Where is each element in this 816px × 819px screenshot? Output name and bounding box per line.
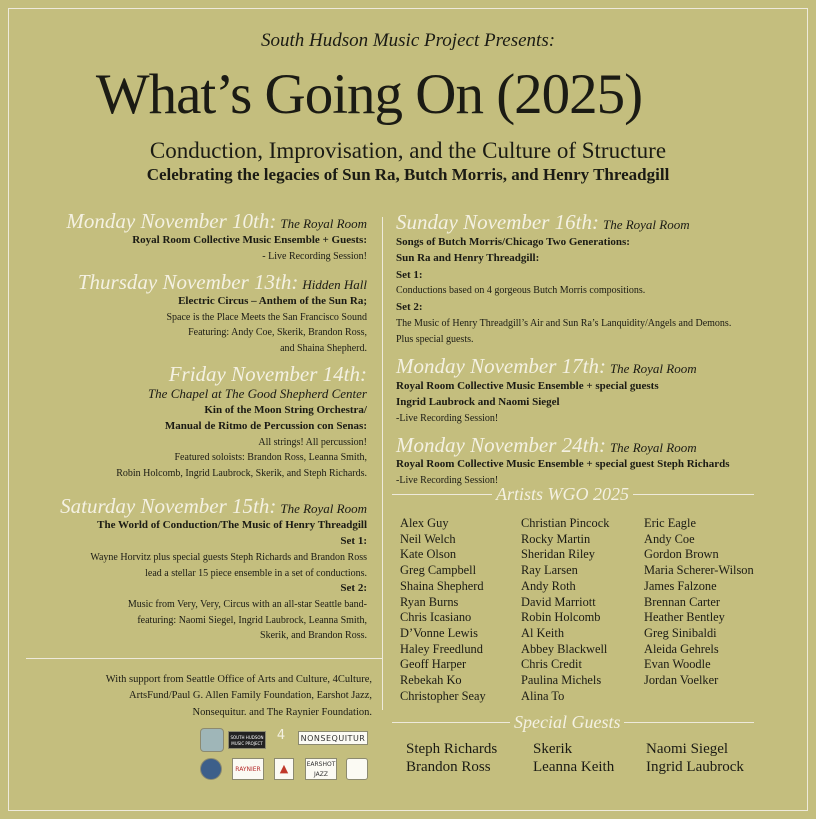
heading-rule [392,722,510,723]
event-detail: -Live Recording Session! [396,474,499,486]
set-label: Set 2: [396,301,423,314]
event-venue: The Royal Room [609,360,697,376]
artist-name: Kate Olson [400,547,457,562]
event-detail: featuring: Naomi Siegel, Ingrid Laubrock, Leanna Smith, [137,614,367,626]
guest-name: Naomi Siegel [646,741,729,757]
event-title: Royal Room Collective Music Ensemble + special guests [396,379,659,392]
event-title: Royal Room Collective Music Ensemble + Guests: [132,233,367,246]
support-line: Nonsequitur. and The Raynier Foundation. [192,706,372,718]
artists-column [521,516,644,704]
artist-name: Chris Credit [521,657,582,672]
artist-name: Paulina Michels [521,673,602,688]
support-divider [26,658,382,659]
event-title: The World of Conduction/The Music of Henry Threadgill [97,519,367,532]
artist-name: Alex Guy [400,516,449,530]
event-venue: Hidden Hall [302,277,367,293]
artist-name: Christopher Seay [400,688,486,703]
event-title: Electric Circus – Anthem of the Sun Ra; [178,295,367,308]
event-detail: All strings! All percussion! [258,436,367,448]
artist-name: Heather Bentley [644,610,725,625]
event-date: Monday November 10th: [66,209,277,233]
set-label: Set 2: [340,582,367,595]
heading-rule [392,494,492,495]
event-date: Sunday November 16th: [396,210,599,234]
artist-name: Chris Icasiano [400,610,472,625]
artists-heading-text: Artists WGO 2025 [496,484,630,504]
artist-name: Ryan Burns [400,594,459,609]
4culture-logo: 4 [276,728,286,743]
artist-name: David Marriott [521,594,596,609]
seattle-arts-logo [200,758,222,780]
artist-name: Eric Eagle [644,516,696,530]
guests-column [533,740,646,776]
presents-line: South Hudson Music Project Presents: [260,30,556,51]
artists-column [644,516,800,704]
artsfund-logo: ▲ [274,758,294,780]
event-title: Sun Ra and Henry Threadgill: [396,252,540,265]
event-venue: The Chapel at The Good Shepherd Center [147,386,367,402]
artist-name: Alina To [521,688,565,703]
event-nov-13 [22,271,367,356]
heading-rule [624,722,754,723]
event-nov-16 [396,211,794,348]
event-venue: The Royal Room [602,217,690,232]
column-divider [382,217,383,710]
guest-name: Leanna Keith [533,759,615,775]
raynier-logo: RAYNIER [232,758,264,780]
artist-name: Evan Woodle [644,657,711,672]
event-venue: The Royal Room [280,501,367,517]
support-line: ArtsFund/Paul G. Allen Family Foundation, Earshot Jazz, [129,690,372,702]
event-detail: Featuring: Andy Coe, Skerik, Brandon Ross, [188,327,367,339]
artist-name: Ray Larsen [521,563,578,578]
artist-name: Andy Coe [644,531,695,546]
event-date: Friday November 14th: [168,362,367,387]
guest-name: Steph Richards [406,741,498,757]
event-date: Monday November 17th: [396,353,606,378]
event-title: Ingrid Laubrock and Naomi Siegel [396,396,560,409]
subtitle: Conduction, Improvisation, and the Culture of Structure [149,138,667,163]
heading-rule [633,494,754,495]
event-nov-24 [396,434,794,489]
event-title: Royal Room Collective Music Ensemble + special guest Steph Richards [396,458,730,471]
event-nov-10 [22,210,367,264]
right-schedule [396,211,794,496]
artist-name: Greg Sinibaldi [644,625,717,640]
event-title: Kin of the Moon String Orchestra/ [204,404,367,417]
nonsequitur-logo: NONSEQUITUR [298,731,368,745]
artist-name: Robin Holcomb [521,610,601,625]
main-title: What’s Going On (2025) [95,63,643,126]
artists-column [400,516,521,704]
artist-name: Brennan Carter [644,594,721,609]
artist-name: Haley Freedlund [400,641,483,656]
guest-name: Ingrid Laubrock [646,759,744,775]
guests-column [646,740,806,776]
event-detail: Conductions based on 4 gorgeous Butch Morris compositions. [396,285,646,297]
artist-name: Christian Pincock [521,516,610,530]
support-line: With support from Seattle Office of Arts and Culture, 4Culture, [105,674,372,685]
support-credits [26,672,372,721]
guests-column [406,740,533,776]
shmp-logo: SOUTH HUDSON MUSIC PROJECT [228,731,266,749]
artist-name: Gordon Brown [644,547,719,562]
earshot-jazz-logo: EARSHOT JAZZ [305,758,337,780]
event-detail: Skerik, and Brandon Ross. [260,630,367,642]
guest-name: Skerik [533,741,573,757]
event-detail: and Shaina Shepherd. [280,342,367,354]
foundation-logo [346,758,368,780]
royal-room-logo [200,728,224,752]
guests-heading [392,712,796,733]
event-detail: - Live Recording Session! [262,250,367,262]
guest-name: Brandon Ross [406,759,491,775]
event-nov-15 [22,495,367,643]
event-detail: lead a stellar 15 piece ensemble in a set of conductions. [145,567,367,579]
artist-name: Rebekah Ko [400,673,462,688]
tagline: Celebrating the legacies of Sun Ra, Butch Morris, and Henry Threadgill [146,165,670,184]
artist-name: Greg Campbell [400,563,477,578]
artist-name: Geoff Harper [400,657,467,672]
artist-name: James Falzone [644,578,717,593]
artist-name: Maria Scherer-Wilson [644,563,754,578]
set-label: Set 1: [340,535,367,548]
event-detail: The Music of Henry Threadgill’s Air and Sun Ra’s Lanquidity/Angels and Demons. [396,317,732,329]
artist-name: Abbey Blackwell [521,641,608,656]
event-date: Saturday November 15th: [60,494,277,519]
set-label: Set 1: [396,268,423,281]
event-title: Manual de Ritmo de Percussion con Senas: [164,420,367,432]
artist-name: Sheridan Riley [521,547,595,562]
event-title: Songs of Butch Morris/Chicago Two Generations: [396,235,630,248]
artist-name: Rocky Martin [521,531,591,546]
event-detail: Music from Very, Very, Circus with an all-star Seattle band- [127,599,367,611]
artists-list [400,516,800,704]
artist-name: Neil Welch [400,531,456,546]
artist-name: Andy Roth [521,578,576,593]
artists-heading [392,484,796,505]
artist-name: D’Vonne Lewis [400,625,478,640]
event-venue: The Royal Room [280,216,367,231]
event-detail: Wayne Horvitz plus special guests Steph Richards and Brandon Ross [90,552,367,564]
event-detail: -Live Recording Session! [396,412,499,424]
event-nov-17 [396,355,794,427]
event-date: Monday November 24th: [396,432,606,457]
event-detail: Space is the Place Meets the San Francisco Sound [166,311,367,323]
guests-list [406,740,806,776]
artist-name: Aleida Gehrels [644,641,719,656]
event-nov-14 [22,363,367,481]
event-date: Thursday November 13th: [77,270,299,295]
artist-name: Shaina Shepherd [400,578,484,593]
event-venue: The Royal Room [609,439,697,455]
artist-name: Jordan Voelker [644,673,719,688]
left-schedule [22,210,367,651]
event-detail: Featured soloists: Brandon Ross, Leanna Smith, [174,452,367,464]
artist-name: Al Keith [521,625,565,640]
event-detail: Robin Holcomb, Ingrid Laubrock, Skerik, and Steph Richards. [116,467,367,479]
guests-heading-text: Special Guests [514,712,621,732]
event-detail: Plus special guests. [396,333,474,345]
